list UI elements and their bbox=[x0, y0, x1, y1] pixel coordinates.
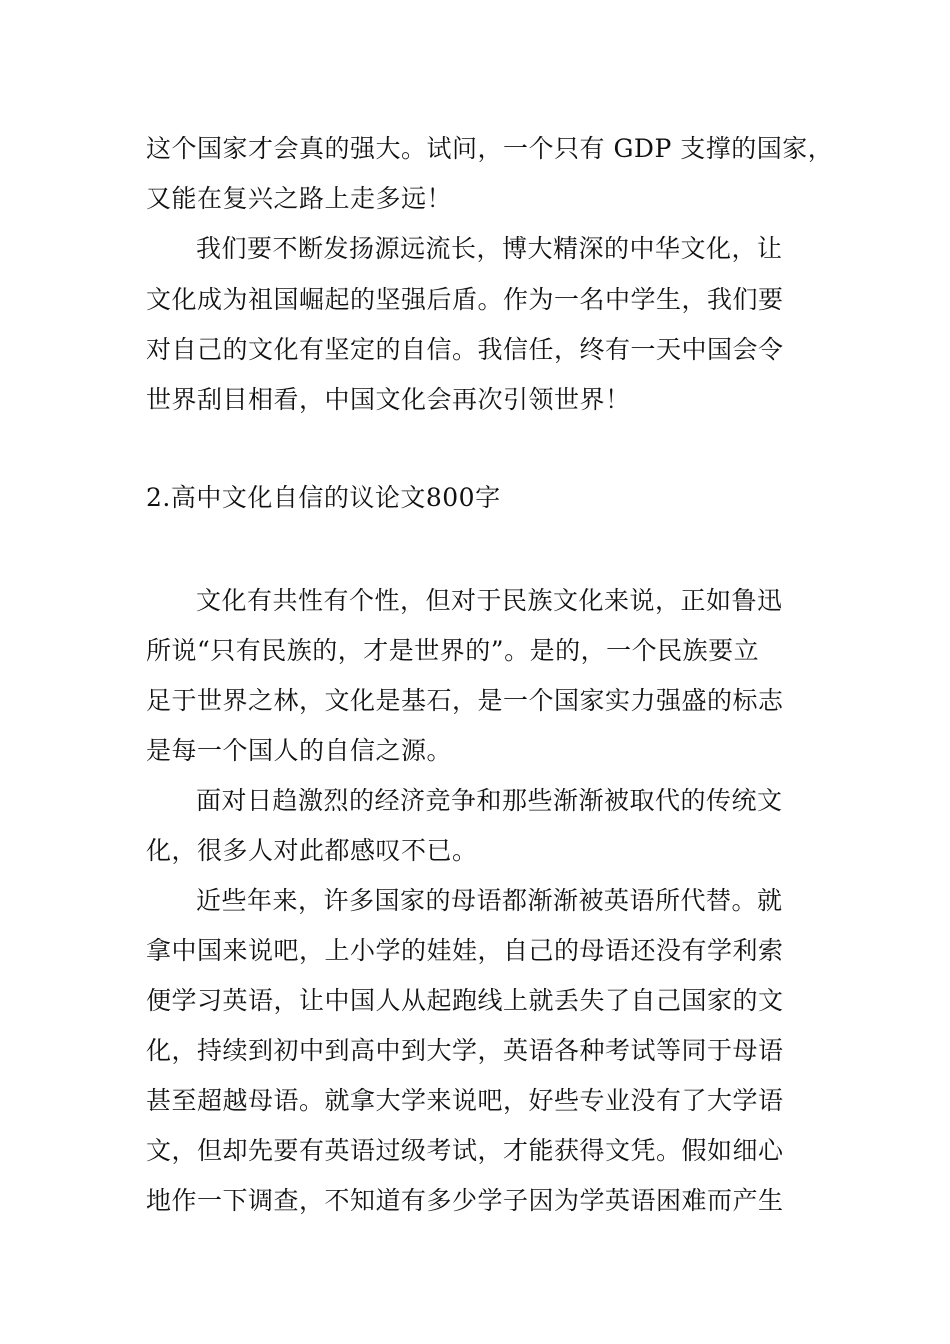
paragraph-1-line-1: 这个国家才会真的强大。试问，一个只有 GDP 支撑的国家， bbox=[146, 134, 834, 163]
paragraph-5-line-4: 化，持续到初中到高中到大学，英语各种考试等同于母语 bbox=[146, 1036, 784, 1065]
paragraph-2-line-2: 文化成为祖国崛起的坚强后盾。作为一名中学生，我们要 bbox=[146, 285, 784, 314]
paragraph-2-line-1: 我们要不断发扬源远流长，博大精深的中华文化，让 bbox=[196, 234, 783, 263]
paragraph-5-line-7: 地作一下调查，不知道有多少学子因为学英语困难而产生 bbox=[146, 1186, 784, 1215]
paragraph-1-line-2: 又能在复兴之路上走多远！ bbox=[146, 184, 453, 213]
paragraph-3-line-1: 文化有共性有个性，但对于民族文化来说，正如鲁迅 bbox=[196, 586, 783, 615]
paragraph-5-line-5: 甚至超越母语。就拿大学来说吧，好些专业没有了大学语 bbox=[146, 1086, 784, 1115]
paragraph-3-line-2: 所说“只有民族的，才是世界的”。是的，一个民族要立 bbox=[146, 636, 760, 665]
paragraph-2-line-3: 对自己的文化有坚定的自信。我信任，终有一天中国会令 bbox=[146, 335, 784, 364]
paragraph-5-line-6: 文，但却先要有英语过级考试，才能获得文凭。假如细心 bbox=[146, 1136, 784, 1165]
paragraph-4-line-1: 面对日趋激烈的经济竞争和那些渐渐被取代的传统文 bbox=[196, 786, 783, 815]
paragraph-5-line-3: 便学习英语，让中国人从起跑线上就丢失了自己国家的文 bbox=[146, 986, 784, 1015]
paragraph-3-line-4: 是每一个国人的自信之源。 bbox=[146, 736, 453, 765]
section-heading: 2.高中文化自信的议论文800字 bbox=[146, 483, 501, 512]
paragraph-5-line-2: 拿中国来说吧，上小学的娃娃，自己的母语还没有学利索 bbox=[146, 936, 784, 965]
paragraph-3-line-3: 足于世界之林，文化是基石，是一个国家实力强盛的标志 bbox=[146, 686, 784, 715]
paragraph-5-line-1: 近些年来，许多国家的母语都渐渐被英语所代替。就 bbox=[196, 886, 783, 915]
paragraph-4-line-2: 化，很多人对此都感叹不已。 bbox=[146, 836, 478, 865]
paragraph-2-line-4: 世界刮目相看，中国文化会再次引领世界！ bbox=[146, 385, 631, 414]
